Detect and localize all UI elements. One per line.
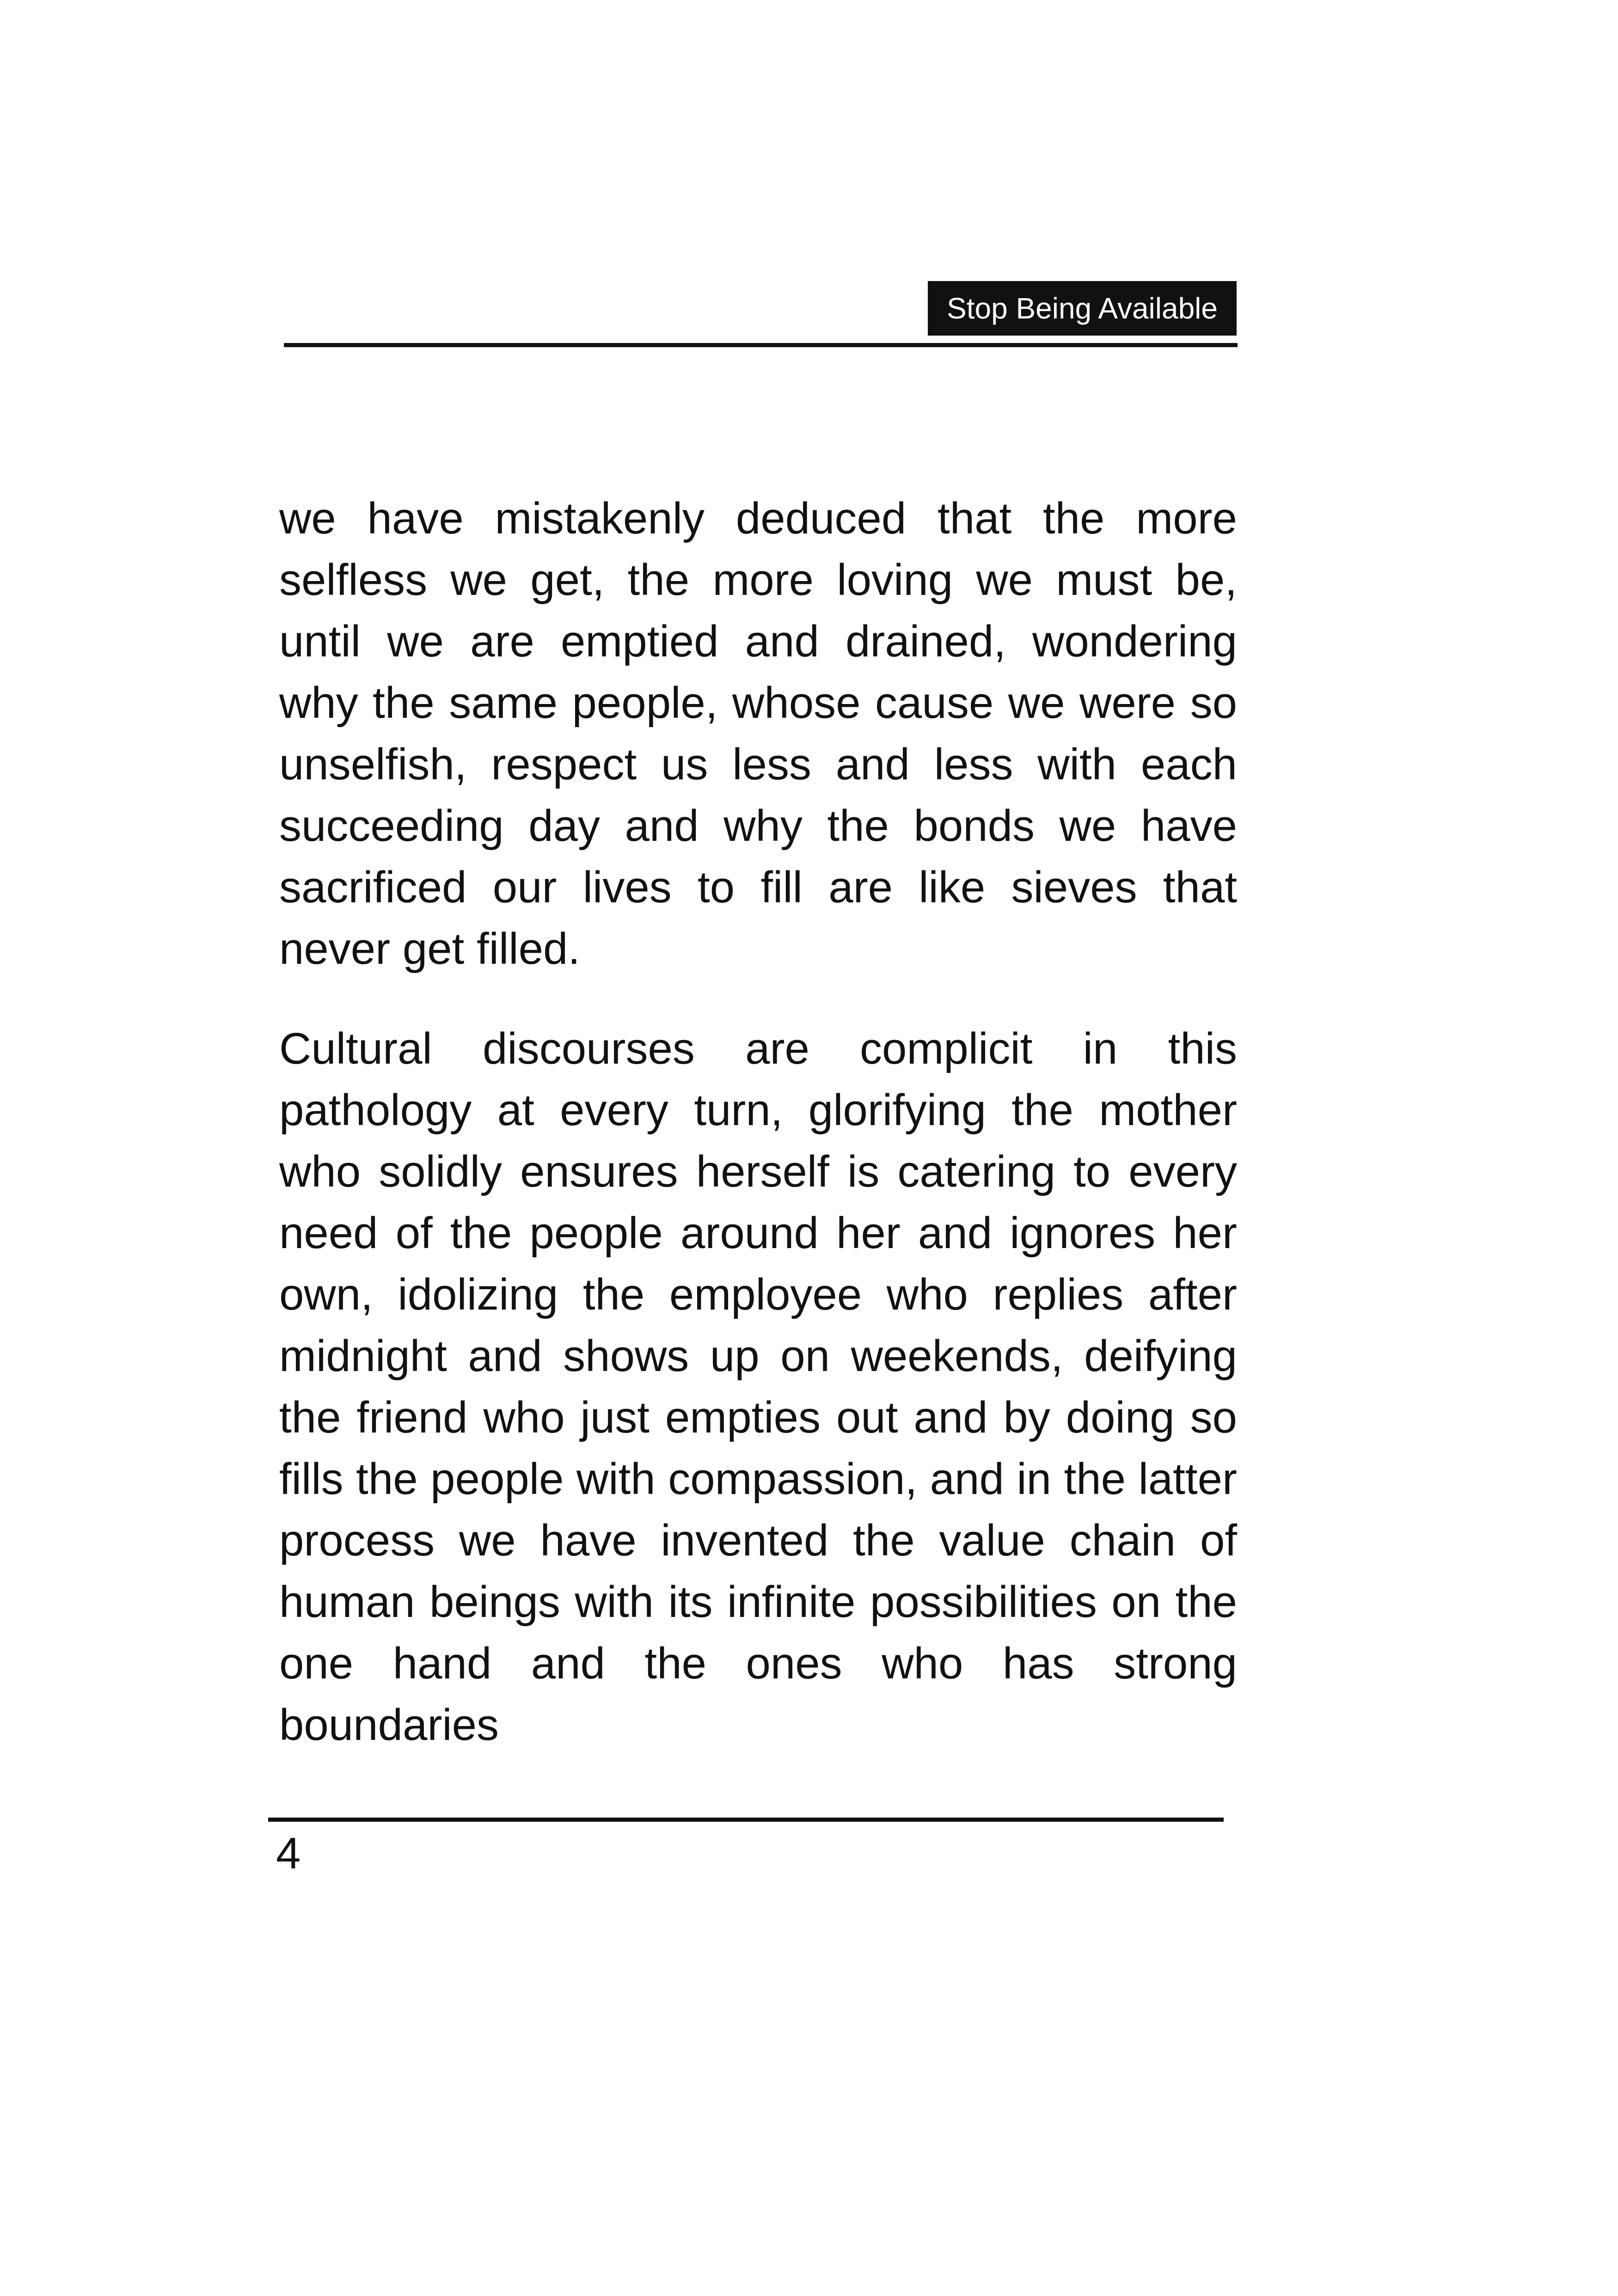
header-divider — [284, 343, 1238, 347]
running-head-title: Stop Being Available — [928, 281, 1237, 336]
page-number: 4 — [276, 1829, 301, 1878]
page-body — [279, 488, 1237, 1794]
body-paragraph-1: we have mistakenly deduced that the more selfless we get, the more loving we must be, until we are emptied and drained, wondering why the same people, whose cause we were so unselfish, respect us less and less with each succeeding day and why the bonds we have sacrificed our lives to fill are like sieves that never get filled. — [279, 494, 1237, 974]
body-paragraph-2: Cultural discourses are complicit in this pathology at every turn, glorifying the mother who solidly ensures herself is catering to every need of the people around her and ignores her own, idolizing the employee who replies after midnight and shows up on weekends, deifying the friend who just empties out and by doing so fills the people with compassion, and in the latter process we have invented the value chain of human beings with its infinite possibilities on the one hand and the ones who has strong boundaries — [279, 1024, 1237, 1750]
footer-divider — [268, 1818, 1224, 1822]
